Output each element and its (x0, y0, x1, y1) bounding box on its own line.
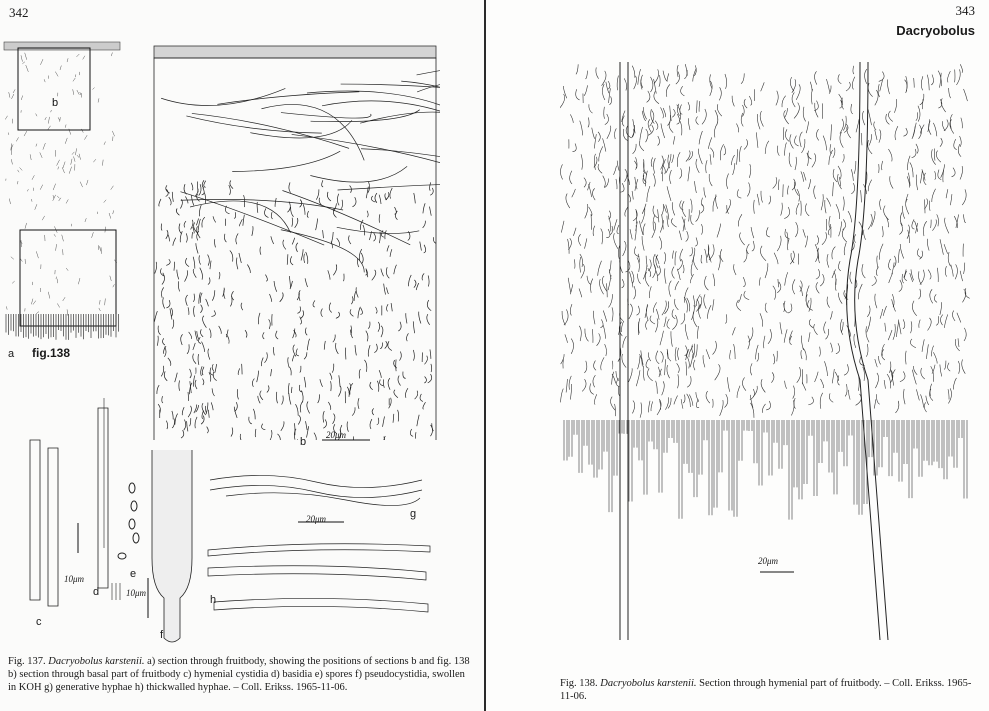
panel-e-label: e (130, 568, 137, 580)
caption-species: Dacryobolus karstenii. (48, 656, 145, 667)
caption-fig-number-138: Fig. 138. (560, 678, 598, 689)
figure-label: fig.138 (32, 346, 71, 360)
scale-bar-g: 20μm (306, 514, 327, 524)
left-page (0, 0, 486, 711)
panel-d-label: d (93, 586, 100, 598)
caption-fig-138 (560, 677, 980, 703)
caption-text: a) section through fruitbody, showing the positions of sections b and fig. 138 b) section through basal part of fruitbody c) hymenial cystidia d) basidia e) spores f) pseudocystidia, swollen in KOH g) generative hyphae h) thickwalled hyphae. – Coll. Erikss. 1965-11-06. (8, 656, 470, 693)
scale-bar-cde: 10μm (64, 574, 85, 584)
scale-bar-b (320, 428, 380, 444)
page-number-left: 342 (9, 5, 29, 20)
panel-h-illustration (204, 536, 434, 626)
panel-a-inset-label: b (52, 97, 59, 109)
inset-box-b (18, 48, 90, 130)
scale-bar-f: 10μm (126, 588, 147, 598)
svg-text:20μm: 20μm (326, 430, 347, 440)
caption-fig-137 (8, 655, 473, 694)
panel-b-illustration (150, 40, 440, 440)
panel-b-label: b (300, 436, 307, 448)
right-page (486, 0, 989, 711)
page-number-right: 343 (955, 3, 975, 18)
caption-text-138: Section through hymenial part of fruitbody. – Coll. Erikss. 1965-11-06. (560, 678, 972, 702)
panel-h-label: h (210, 594, 217, 606)
scale-bar-138: 20μm (758, 556, 779, 566)
inset-box-fig138 (20, 230, 116, 326)
panel-a-label: a (8, 348, 15, 360)
panel-c-label: c (36, 616, 42, 628)
panel-a-illustration (2, 38, 132, 368)
panel-f-illustration (138, 448, 208, 648)
caption-species-138: Dacryobolus karstenii. (600, 678, 697, 689)
panel-g-label: g (410, 508, 417, 520)
running-head: Dacryobolus (896, 23, 975, 38)
caption-fig-number: Fig. 137. (8, 656, 46, 667)
panel-f-label: f (160, 629, 164, 641)
